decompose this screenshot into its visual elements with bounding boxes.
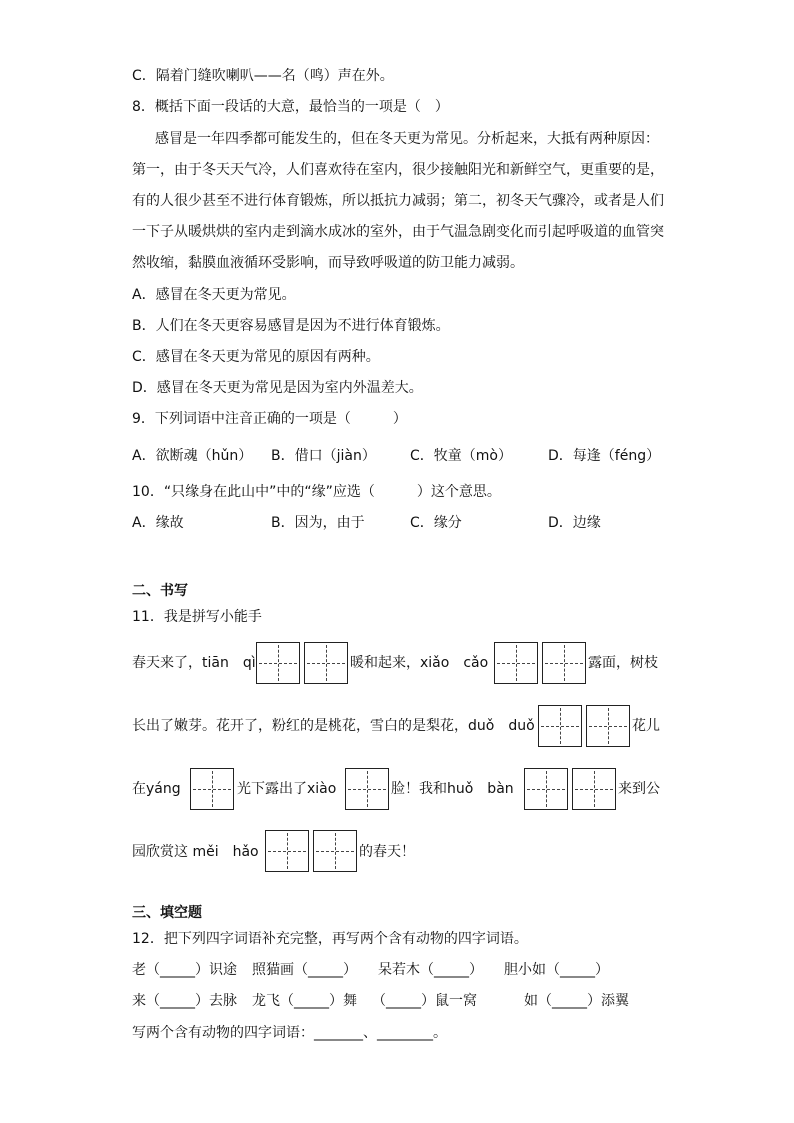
writing-grid-box[interactable]	[494, 642, 538, 684]
q9-option-d: D．每逢（féng）	[548, 448, 661, 464]
q7-option-c: C．隔着门缝吹喇叭——名（鸣）声在外。	[132, 68, 394, 84]
writing-grid-box[interactable]	[586, 705, 630, 747]
q8-option-c: C．感冒在冬天更为常见的原因有两种。	[132, 349, 380, 365]
q9-option-b: B．借口（jiàn）	[271, 448, 376, 464]
q11-row1-text-a: 春天来了，tiān qì	[132, 655, 256, 671]
q11-row4-text-a: 园欣赏这 měi hǎo	[132, 844, 259, 860]
q11-stem: 11．我是拼写小能手	[132, 609, 262, 625]
writing-grid-box[interactable]	[524, 768, 568, 810]
writing-grid-box[interactable]	[572, 768, 616, 810]
q12-blank-item[interactable]: 胆小如（_____）	[504, 962, 609, 978]
q10-stem: 10．“只缘身在此山中”中的“缘”应选（ ）这个意思。	[132, 484, 501, 500]
q9-option-c: C．牧童（mò）	[410, 448, 512, 464]
q8-passage-line-5: 然收缩，黏膜血液循环受影响，而导致呼吸道的防卫能力减弱。	[132, 255, 524, 271]
q8-stem: 8．概括下面一段话的大意，最恰当的一项是（ ）	[132, 99, 449, 115]
q12-blank-item[interactable]: 龙飞（_____）舞	[252, 993, 357, 1009]
q11-row3-text-a: 在yáng	[132, 781, 181, 797]
q11-row4-text-b: 的春天！	[359, 844, 415, 860]
section-3-title: 三、填空题	[132, 905, 202, 921]
q11-row3-text-b: 光下露出了xiào	[237, 781, 337, 797]
q11-row2-text-a: 长出了嫩芽。花开了，粉红的是桃花，雪白的是梨花，duǒ duǒ	[132, 718, 535, 734]
q9-stem: 9．下列词语中注音正确的一项是（ ）	[132, 411, 407, 427]
q12-stem: 12．把下列四字词语补充完整，再写两个含有动物的四字词语。	[132, 931, 528, 947]
q10-option-c: C．缘分	[410, 515, 462, 531]
q8-passage-line-1: 感冒是一年四季都可能发生的，但在冬天更为常见。分析起来，大抵有两种原因：	[155, 131, 659, 147]
q12-blank-item[interactable]: （_____）鼠一窝	[372, 993, 477, 1009]
q12-blank-item[interactable]: 照猫画（_____）	[252, 962, 357, 978]
q11-row1-text-b: 暖和起来，xiǎo cǎo	[350, 655, 489, 671]
q11-row3-text-d: 来到公	[618, 781, 660, 797]
section-2-title: 二、书写	[132, 583, 188, 599]
writing-grid-box[interactable]	[542, 642, 586, 684]
q12-blank-item[interactable]: 来（_____）去脉	[132, 993, 237, 1009]
writing-grid-box[interactable]	[313, 830, 357, 872]
writing-grid-box[interactable]	[265, 830, 309, 872]
q12-blank-item[interactable]: 如（_____）添翼	[524, 993, 629, 1009]
writing-grid-box[interactable]	[190, 768, 234, 810]
q11-row1-text-c: 露面，树枝	[588, 655, 658, 671]
q11-row3-text-c: 脸！我和huǒ bàn	[391, 781, 514, 797]
q12-blank-item[interactable]: 呆若木（_____）	[378, 962, 483, 978]
q10-option-a: A．缘故	[132, 515, 184, 531]
q8-passage-line-3: 有的人很少甚至不进行体育锻炼，所以抵抗力减弱；第二，初冬天气骤冷，或者是人们	[132, 193, 664, 209]
writing-grid-box[interactable]	[304, 642, 348, 684]
writing-grid-box[interactable]	[345, 768, 389, 810]
q8-passage-line-2: 第一，由于冬天天气冷，人们喜欢待在室内，很少接触阳光和新鲜空气，更重要的是，	[132, 162, 664, 178]
writing-grid-box[interactable]	[256, 642, 300, 684]
q12-animal-idioms-line[interactable]: 写两个含有动物的四字词语：_______、________。	[132, 1025, 447, 1041]
q8-option-b: B．人们在冬天更容易感冒是因为不进行体育锻炼。	[132, 318, 450, 334]
q8-passage-line-4: 一下子从暖烘烘的室内走到滴水成冰的室外，由于气温急剧变化而引起呼吸道的血管突	[132, 224, 664, 240]
q9-option-a: A．欲断魂（hǔn）	[132, 448, 253, 464]
q10-option-d: D．边缘	[548, 515, 601, 531]
q12-blank-item[interactable]: 老（_____）识途	[132, 962, 237, 978]
writing-grid-box[interactable]	[538, 705, 582, 747]
q11-row2-text-b: 花儿	[632, 718, 660, 734]
q8-option-a: A．感冒在冬天更为常见。	[132, 287, 296, 303]
q8-option-d: D．感冒在冬天更为常见是因为室内外温差大。	[132, 380, 423, 396]
q10-option-b: B．因为，由于	[271, 515, 365, 531]
